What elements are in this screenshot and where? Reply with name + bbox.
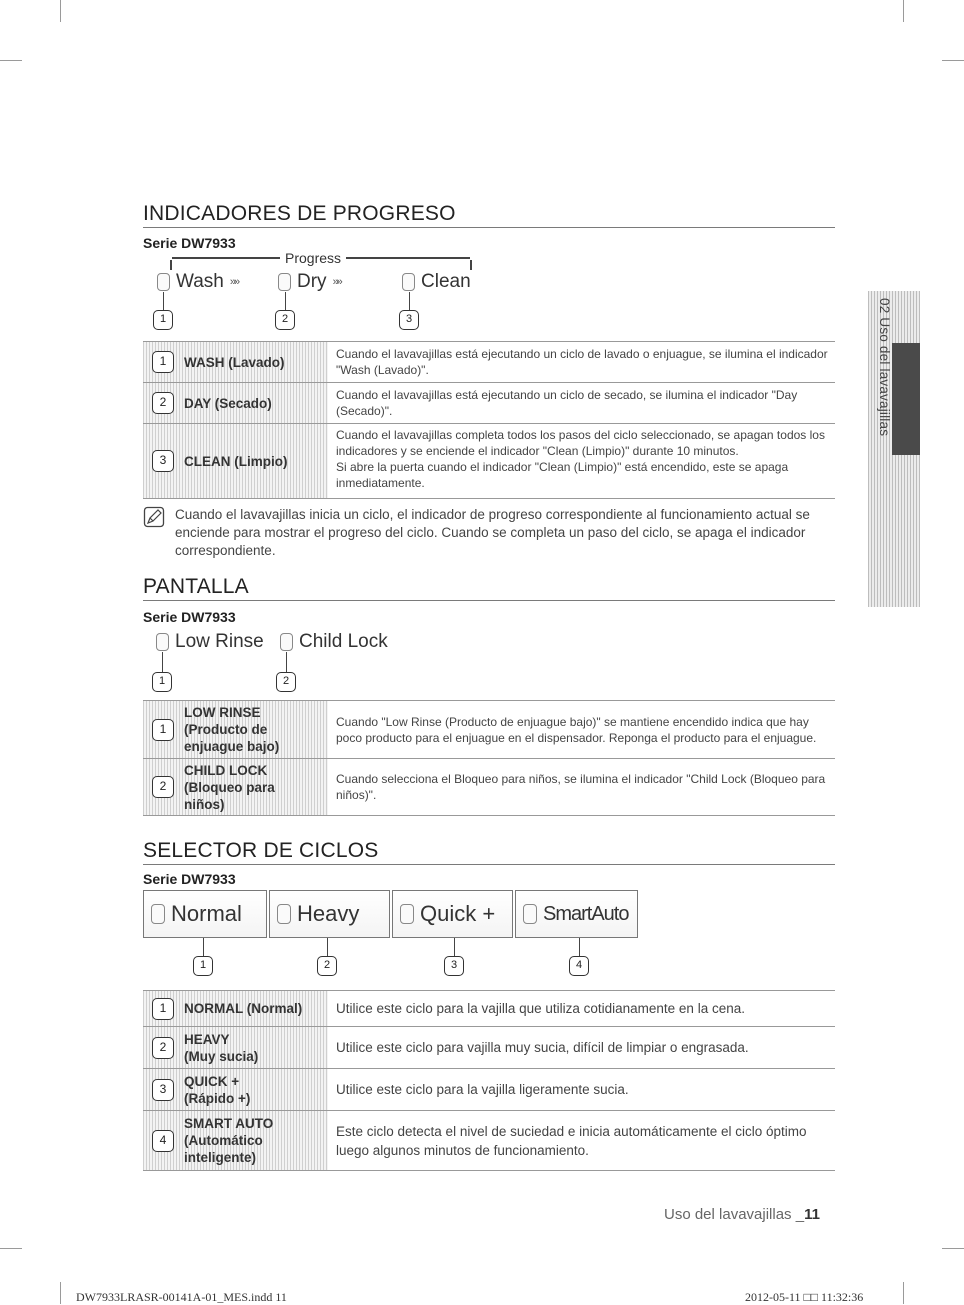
double-arrow-icon: »» bbox=[332, 276, 341, 288]
file-name: DW7933LRASR-00141A-01_MES.indd 11 bbox=[76, 1290, 287, 1304]
cycle-button-heavy[interactable]: Heavy bbox=[269, 890, 390, 938]
indicator-dry: Dry »» bbox=[278, 272, 341, 292]
callout-1: 1 bbox=[152, 672, 172, 692]
table-row: 1 WASH (Lavado) Cuando el lavavajillas está ejecutando un ciclo de lavado o enjuague, se ilumina el indicador "Wash (Lavado)". bbox=[143, 342, 835, 383]
display-table bbox=[143, 700, 835, 816]
led-icon bbox=[523, 904, 537, 924]
cycle-button-smartauto[interactable]: SmartAuto bbox=[515, 890, 638, 938]
crop-mark bbox=[942, 1248, 964, 1249]
indicator-wash: Wash »» bbox=[157, 272, 238, 292]
side-tab-marker bbox=[892, 343, 920, 455]
crop-mark bbox=[942, 60, 964, 61]
crop-mark bbox=[60, 0, 61, 22]
table-row: 1 LOW RINSE (Producto de enjuague bajo) Cuando "Low Rinse (Producto de enjuague bajo)" se mantiene encendido indica que hay poco producto para el enjuague en el dispensador. Reponga el producto para el enjuague. bbox=[143, 701, 835, 759]
led-icon bbox=[400, 904, 414, 924]
led-icon bbox=[277, 904, 291, 924]
progress-table bbox=[143, 341, 835, 499]
callout-4: 4 bbox=[569, 956, 589, 976]
table-row: 2 DAY (Secado) Cuando el lavavajillas está ejecutando un ciclo de secado, se ilumina el indicador "Day (Secado)". bbox=[143, 383, 835, 424]
cycle-button-quick[interactable]: Quick + bbox=[392, 890, 513, 938]
indicator-clean: Clean bbox=[402, 272, 471, 292]
section-title-display: PANTALLA bbox=[143, 576, 835, 601]
page-number: 11 bbox=[804, 1206, 820, 1223]
page-footer: Uso del lavavajillas _11 bbox=[664, 1206, 820, 1223]
table-row: 1 NORMAL (Normal) Utilice este ciclo para la vajilla que utiliza cotidianamente en la cena. bbox=[143, 991, 835, 1027]
crop-mark bbox=[0, 1248, 22, 1249]
callout-3: 3 bbox=[399, 310, 419, 330]
callout-2: 2 bbox=[275, 310, 295, 330]
led-icon bbox=[157, 273, 170, 291]
cycle-table bbox=[143, 990, 835, 1171]
callout-1: 1 bbox=[193, 956, 213, 976]
led-icon bbox=[156, 633, 169, 651]
indicator-child-lock: Child Lock bbox=[280, 632, 388, 652]
note-pencil-icon bbox=[143, 506, 165, 528]
table-row: 2 HEAVY (Muy sucia) Utilice este ciclo para vajilla muy sucia, difícil de limpiar o engrasada. bbox=[143, 1027, 835, 1069]
led-icon bbox=[151, 904, 165, 924]
table-row: 3 QUICK + (Rápido +) Utilice este ciclo para la vajilla ligeramente sucia. bbox=[143, 1069, 835, 1111]
crop-mark bbox=[0, 60, 22, 61]
note: Cuando el lavavajillas inicia un ciclo, el indicador de progreso correspondiente al funcionamiento actual se enciende para mostrar el progreso del ciclo. Cuando se completa un paso del ciclo, se apaga el indicador correspondiente. bbox=[143, 506, 835, 560]
callout-1: 1 bbox=[153, 310, 173, 330]
crop-mark bbox=[903, 0, 904, 22]
indicator-low-rinse: Low Rinse bbox=[156, 632, 264, 652]
progress-label: Progress bbox=[285, 250, 342, 266]
serie-label: Serie DW7933 bbox=[143, 871, 236, 887]
progress-bar-label bbox=[170, 250, 472, 266]
callout-2: 2 bbox=[317, 956, 337, 976]
led-icon bbox=[280, 633, 293, 651]
section-title-cycles: SELECTOR DE CICLOS bbox=[143, 840, 835, 865]
table-row: 3 CLEAN (Limpio) Cuando el lavavajillas completa todos los pasos del ciclo seleccionado, se apagan todos los indicadores y se enciende el indicador "Clean (Limpio)" durante 10 minutos. Si abre la puerta cuando el indicador "Clean (Limpio)" está encendido, este se apaga inmediatamente. bbox=[143, 424, 835, 499]
table-row: 2 CHILD LOCK (Bloqueo para niños) Cuando selecciona el Bloqueo para niños, se ilumina el indicador "Child Lock (Bloqueo para niños)". bbox=[143, 759, 835, 816]
callout-3: 3 bbox=[444, 956, 464, 976]
section-title-progress: INDICADORES DE PROGRESO bbox=[143, 203, 835, 228]
serie-label: Serie DW7933 bbox=[143, 609, 236, 625]
led-icon bbox=[402, 273, 415, 291]
table-row: 4 SMART AUTO (Automático inteligente) Este ciclo detecta el nivel de suciedad e inicia automáticamente el ciclo óptimo luego algunos minutos de funcionamiento. bbox=[143, 1111, 835, 1171]
crop-mark bbox=[60, 1282, 61, 1304]
cycle-button-normal[interactable]: Normal bbox=[143, 890, 267, 938]
crop-mark bbox=[903, 1282, 904, 1304]
double-arrow-icon: »» bbox=[229, 276, 239, 288]
callout-2: 2 bbox=[276, 672, 296, 692]
led-icon bbox=[278, 273, 291, 291]
side-tab-label: 02 Uso del lavavajillas bbox=[877, 298, 892, 437]
serie-label: Serie DW7933 bbox=[143, 235, 236, 251]
print-date: 2012-05-11 □□ 11:32:36 bbox=[745, 1290, 864, 1304]
